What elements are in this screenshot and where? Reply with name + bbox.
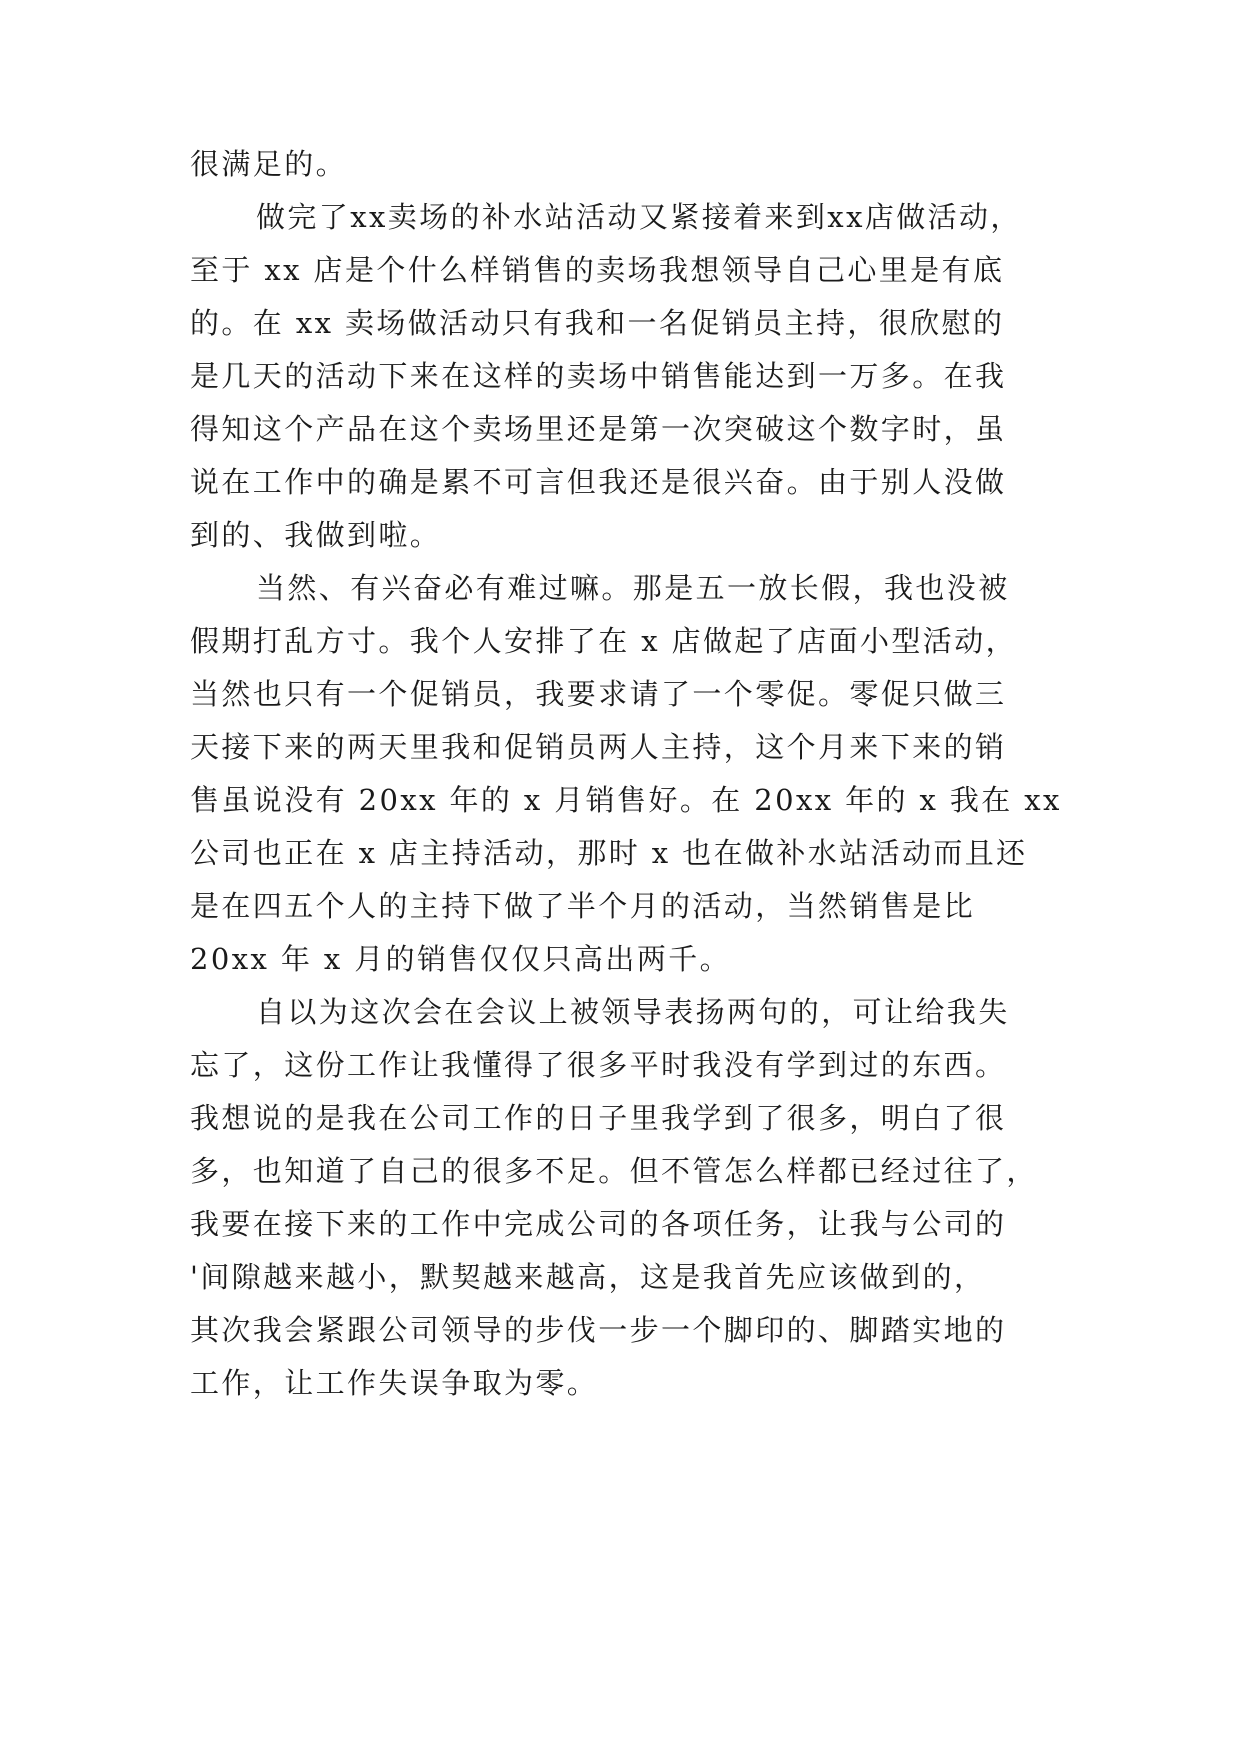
text-line: 到的、我做到啦。 — [190, 518, 442, 552]
paragraph-first-line: 自以为这次会在会议上被领导表扬两句的，可让给我失 — [256, 995, 1010, 1029]
text-line: 忘了，这份工作让我懂得了很多平时我没有学到过的东西。 — [190, 1048, 1007, 1082]
text-line: 公司也正在 x 店主持活动，那时 x 也在做补水站活动而且还 — [190, 836, 1028, 870]
text-line: 多，也知道了自己的很多不足。但不管怎么样都已经过往了， — [190, 1154, 1038, 1188]
paragraph-first-line: 当然、有兴奋必有难过嘛。那是五一放长假，我也没被 — [256, 571, 1010, 605]
text-line: 说在工作中的确是累不可言但我还是很兴奋。由于别人没做 — [190, 465, 1007, 499]
text-line: 工作，让工作失误争取为零。 — [190, 1366, 599, 1400]
text-line: 是几天的活动下来在这样的卖场中销售能达到一万多。在我 — [190, 359, 1007, 393]
text-line: 天接下来的两天里我和促销员两人主持，这个月来下来的销 — [190, 730, 1007, 764]
text-line: '间隙越来越小，默契越来越高，这是我首先应该做到的， — [190, 1260, 986, 1294]
text-line: 是在四五个人的主持下做了半个月的活动，当然销售是比 — [190, 889, 976, 923]
text-line: 我想说的是我在公司工作的日子里我学到了很多，明白了很 — [190, 1101, 1007, 1135]
text-line: 20xx 年 x 月的销售仅仅只高出两千。 — [190, 942, 732, 976]
text-line: 售虽说没有 20xx 年的 x 月销售好。在 20xx 年的 x 我在 xx — [190, 783, 1062, 817]
paragraph-first-line: 做完了xx卖场的补水站活动又紧接着来到xx店做活动， — [256, 200, 1022, 234]
text-line: 其次我会紧跟公司领导的步伐一步一个脚印的、脚踏实地的 — [190, 1313, 1007, 1347]
text-line: 得知这个产品在这个卖场里还是第一次突破这个数字时，虽 — [190, 412, 1007, 446]
text-line: 至于 xx 店是个什么样销售的卖场我想领导自己心里是有底 — [190, 253, 1005, 287]
text-line: 的。在 xx 卖场做活动只有我和一名促销员主持，很欣慰的 — [190, 306, 1005, 340]
text-line: 当然也只有一个促销员，我要求请了一个零促。零促只做三 — [190, 677, 1007, 711]
text-line: 我要在接下来的工作中完成公司的各项任务，让我与公司的 — [190, 1207, 1007, 1241]
text-line: 假期打乱方寸。我个人安排了在 x 店做起了店面小型活动， — [190, 624, 1017, 658]
text-line: 很满足的。 — [190, 147, 348, 181]
